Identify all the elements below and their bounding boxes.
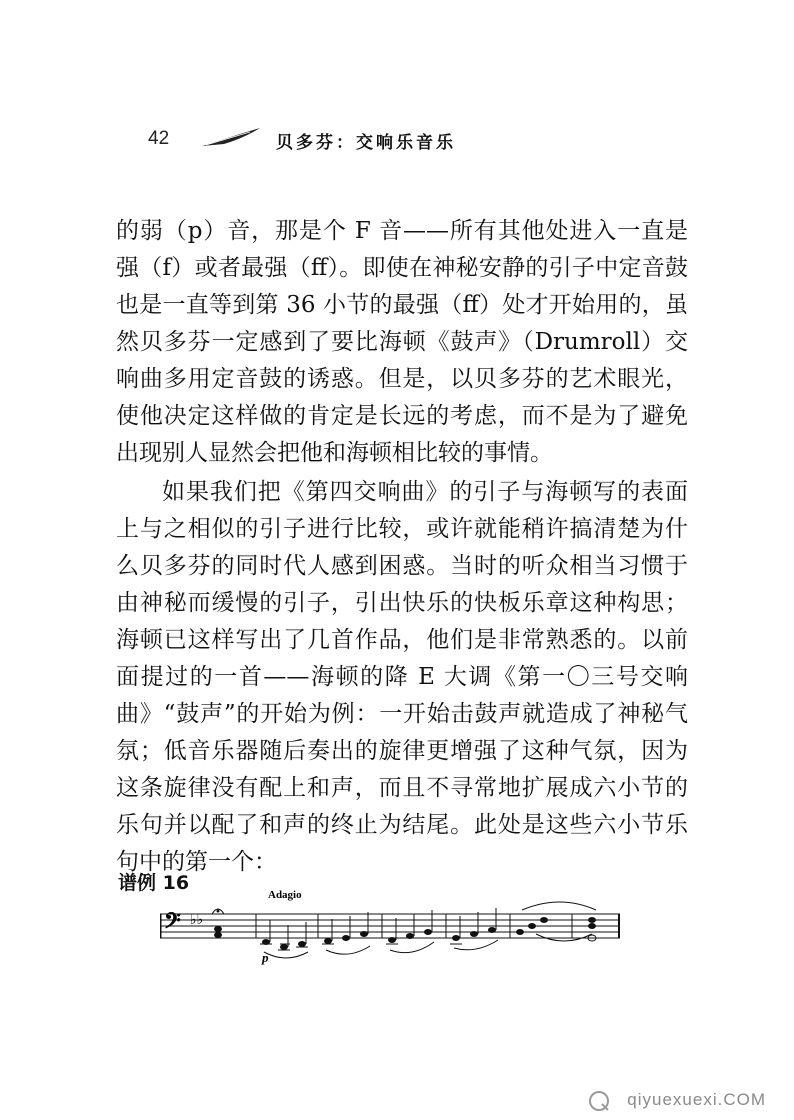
watermark-text: qiyuexuexi.COM bbox=[627, 1090, 766, 1109]
dynamic-marking: p bbox=[262, 950, 269, 965]
tempo-marking: Adagio bbox=[268, 889, 302, 901]
staff bbox=[160, 914, 620, 938]
key-signature-flats: ♭♭ bbox=[190, 912, 204, 928]
paragraph: 的弱（p）音，那是个 F 音——所有其他处进入一直是强（f）或者最强（ff）。即使在神秘安静的引子中定音鼓也是一直等到第 36 小节的最强（ff）处才开始用的，虽然贝多芬一定感到了要比海顿《鼓声》（Drumroll）交响曲多用定音鼓的诱惑。但是，以贝多芬的艺术眼光，使他决定这样做的肯定是长远的考虑，而不是为了避免出现别人显然会把他和海顿相比较的事情。 bbox=[116, 218, 688, 466]
body-text bbox=[116, 213, 688, 881]
bass-clef-icon: 𝄢 bbox=[164, 909, 181, 939]
paragraph: 如果我们把《第四交响曲》的引子与海顿写的表面上与之相似的引子进行比较，或许就能稍许搞清楚为什么贝多芬的同时代人感到困惑。当时的听众相当习惯于由神秘而缓慢的引子，引出快乐的快板乐章这种构思；海顿已这样写出了几首作品，他们是非常熟悉的。以前面提过的一首——海顿的降 E 大调《第一〇三号交响曲》“鼓声”的开始为例：一开始击鼓声就造成了神秘气氛；低音乐器随后奏出的旋律更增强了这种气氛，因为这条旋律没有配上和声，而且不寻常地扩展成六小节的乐句并以配了和声的终止为结尾。此处是这些六小节乐句中的第一个： bbox=[116, 479, 688, 875]
page-number: 42 bbox=[148, 128, 170, 149]
fermata-dot bbox=[217, 910, 220, 913]
notes bbox=[214, 917, 596, 950]
running-title: 贝多芬：交响乐音乐 bbox=[276, 133, 456, 153]
running-header bbox=[148, 128, 548, 158]
watermark-logo-icon bbox=[588, 1090, 610, 1112]
music-example-label: 谱例 16 bbox=[118, 872, 190, 894]
music-score-excerpt bbox=[160, 880, 630, 970]
quill-pen-icon bbox=[200, 126, 262, 150]
